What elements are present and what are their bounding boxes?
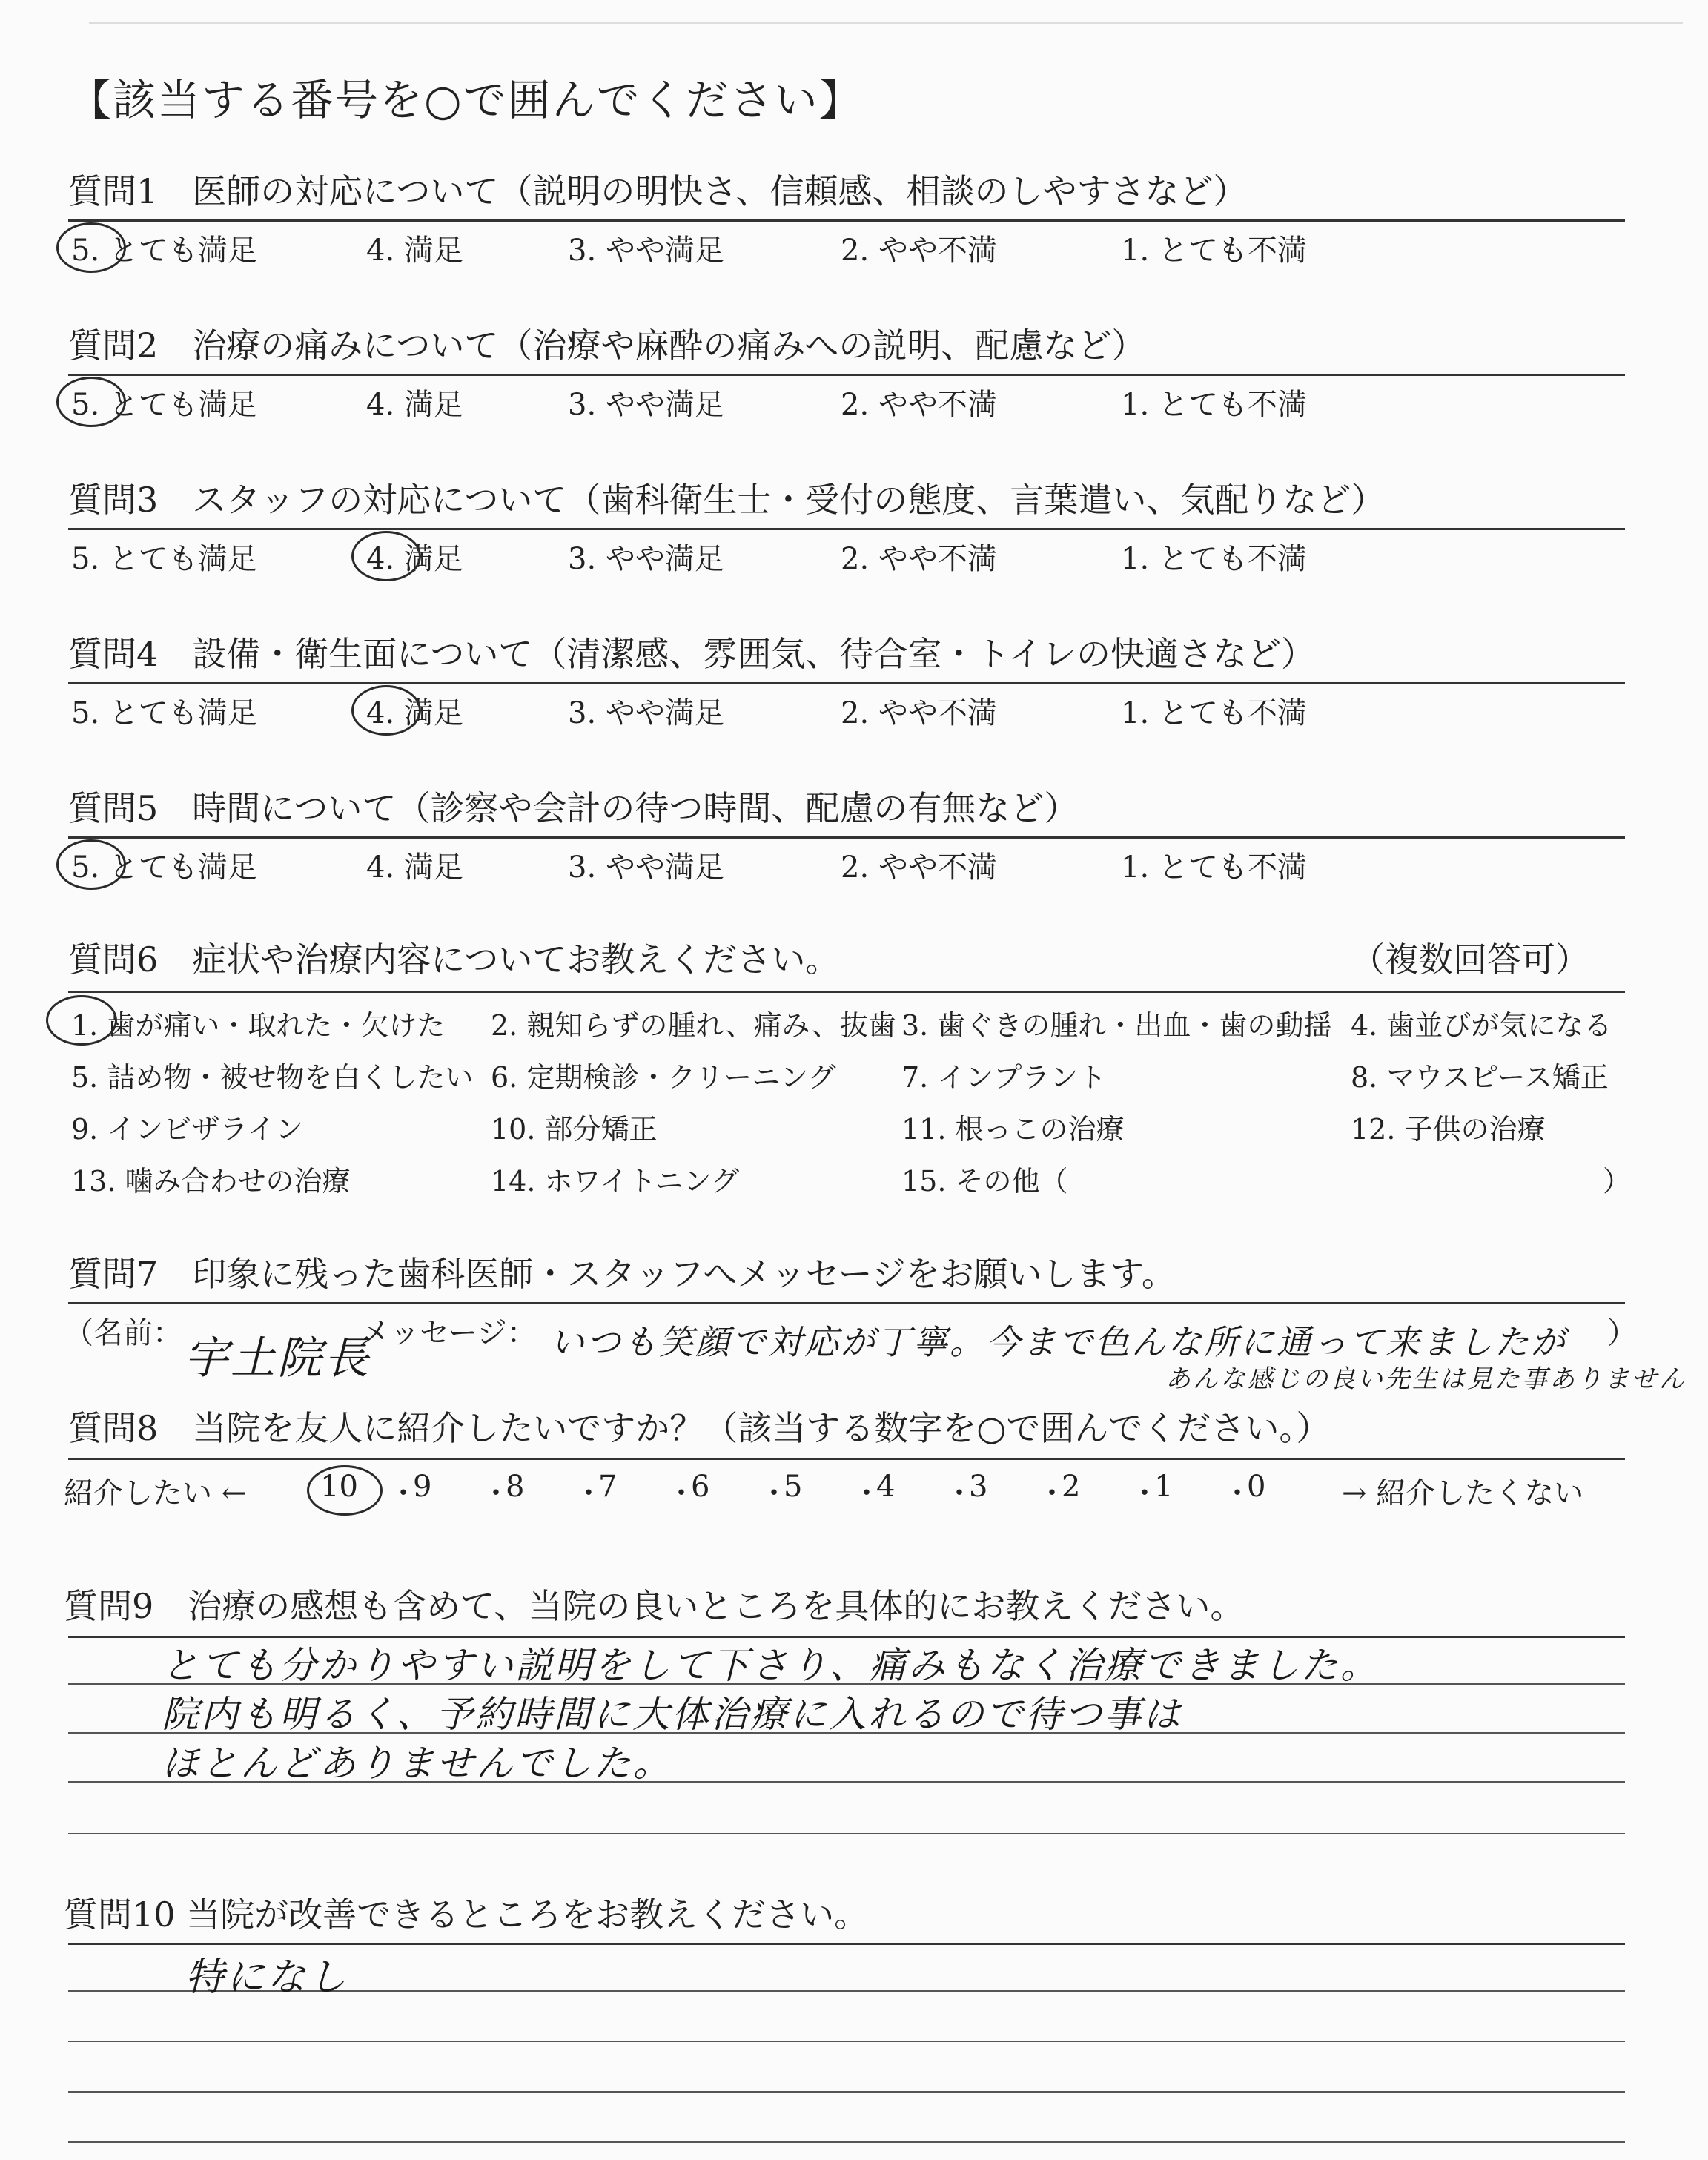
q5-option-5: 5. とても満足 <box>71 851 257 885</box>
q8-scale-10: 10 <box>320 1470 358 1504</box>
q2-option-4: 4. 満足 <box>366 388 463 422</box>
q6-item-14: 14. ホワイトニング <box>491 1165 740 1198</box>
q8-left-label: 紹介したい ← <box>64 1476 247 1510</box>
q8-scale-0: 0 <box>1247 1470 1266 1504</box>
q8-separator: ・ <box>1130 1476 1159 1510</box>
top-border <box>89 22 1683 24</box>
q6-item-1: 1. 歯が痛い・取れた・欠けた <box>71 1009 446 1042</box>
q1-option-1: 1. とても不満 <box>1121 234 1307 268</box>
q5-rule <box>68 836 1625 839</box>
q4-option-1: 1. とても不満 <box>1121 696 1307 730</box>
q7-title: 質問7 印象に残った歯科医師・スタッフへメッセージをお願いします。 <box>68 1254 1176 1294</box>
q8-separator: ・ <box>388 1476 418 1510</box>
q8-right-label: → 紹介したくない <box>1342 1476 1584 1510</box>
q8-separator: ・ <box>481 1476 511 1510</box>
q8-scale-7: 7 <box>598 1470 618 1504</box>
q8-scale-9: 9 <box>413 1470 432 1504</box>
q6-item-9: 9. インビザライン <box>71 1113 304 1146</box>
q7-name-value: 宇土院長 <box>184 1332 371 1384</box>
q8-separator: ・ <box>666 1476 696 1510</box>
q6-item-11: 11. 根っこの治療 <box>901 1113 1125 1146</box>
q2-option-2: 2. やや不満 <box>841 388 997 422</box>
q6-item-13: 13. 噛み合わせの治療 <box>71 1165 351 1198</box>
q9-text-line-1: とても分かりやすい説明をして下さり、痛みもなく治療できました。 <box>162 1644 1380 1687</box>
q8-scale-6: 6 <box>691 1470 710 1504</box>
q4-option-3: 3. やや満足 <box>568 696 724 730</box>
q5-option-3: 3. やや満足 <box>568 851 724 885</box>
q6-note: （複数回答可） <box>1351 939 1589 980</box>
q8-separator: ・ <box>944 1476 974 1510</box>
q1-selected-circle <box>56 222 126 273</box>
q4-title: 質問4 設備・衛生面について（清潔感、雰囲気、待合室・トイレの快適さなど） <box>68 634 1316 674</box>
q6-item-15: 15. その他（ <box>901 1165 1068 1198</box>
q5-selected-circle <box>56 839 126 890</box>
q1-title: 質問1 医師の対応について（説明の明快さ、信頼感、相談のしやすさなど） <box>68 171 1248 211</box>
q3-option-3: 3. やや満足 <box>568 542 724 576</box>
q6-item-12: 12. 子供の治療 <box>1351 1113 1546 1146</box>
q10-line-rule <box>68 2141 1625 2143</box>
q6-item-5: 5. 詰め物・被せ物を白くしたい <box>71 1061 474 1094</box>
q2-rule <box>68 374 1625 376</box>
q8-selected-circle <box>307 1465 383 1516</box>
q5-option-4: 4. 満足 <box>366 851 463 885</box>
q3-selected-circle <box>351 531 421 581</box>
q9-text-line-2: 院内も明るく、予約時間に大体治療に入れるので待つ事は <box>162 1693 1182 1736</box>
q6-selected-circle <box>46 995 117 1046</box>
q2-option-1: 1. とても不満 <box>1121 388 1307 422</box>
q6-item-4: 4. 歯並びが気になる <box>1351 1009 1612 1042</box>
q9-line-rule <box>68 1833 1625 1834</box>
q10-line-rule <box>68 2041 1625 2042</box>
q6-item-6: 6. 定期検診・クリーニング <box>491 1061 836 1094</box>
q8-separator: ・ <box>574 1476 603 1510</box>
q8-separator: ・ <box>759 1476 789 1510</box>
q3-option-2: 2. やや不満 <box>841 542 997 576</box>
q1-rule <box>68 219 1625 222</box>
q3-rule <box>68 528 1625 530</box>
q6-item-8: 8. マウスピース矯正 <box>1351 1061 1609 1094</box>
q3-option-1: 1. とても不満 <box>1121 542 1307 576</box>
q4-option-4: 4. 満足 <box>366 696 463 730</box>
q8-title: 質問8 当院を友人に紹介したいですか？（該当する数字を○で囲んでください。） <box>68 1408 1331 1448</box>
q2-title: 質問2 治療の痛みについて（治療や麻酔の痛みへの説明、配慮など） <box>68 326 1146 366</box>
q8-separator: ・ <box>1222 1476 1252 1510</box>
q8-rule <box>68 1458 1625 1460</box>
q6-item-16: ） <box>1603 1165 1632 1198</box>
q9-text-line-3: ほとんどありませんでした。 <box>162 1742 672 1785</box>
q8-scale-5: 5 <box>784 1470 803 1504</box>
q5-option-2: 2. やや不満 <box>841 851 997 885</box>
q8-scale-3: 3 <box>969 1470 988 1504</box>
q8-scale-1: 1 <box>1154 1470 1174 1504</box>
q8-scale-4: 4 <box>876 1470 896 1504</box>
q7-close: ） <box>1607 1316 1637 1350</box>
q10-rule <box>68 1943 1625 1945</box>
q8-scale-2: 2 <box>1062 1470 1081 1504</box>
q10-text-line-1: 特になし <box>185 1955 349 2000</box>
q6-item-3: 3. 歯ぐきの腫れ・出血・歯の動揺 <box>901 1009 1332 1042</box>
q4-selected-circle <box>351 685 421 736</box>
q10-line-rule <box>68 2091 1625 2093</box>
q4-option-2: 2. やや不満 <box>841 696 997 730</box>
q8-separator: ・ <box>1037 1476 1067 1510</box>
q1-option-4: 4. 満足 <box>366 234 463 268</box>
page-header: 【該当する番号を○で囲んでください】 <box>68 75 864 125</box>
q5-title: 質問5 時間について（診察や会計の待つ時間、配慮の有無など） <box>68 788 1079 828</box>
q6-item-10: 10. 部分矯正 <box>491 1113 658 1146</box>
q4-option-5: 5. とても満足 <box>71 696 257 730</box>
q10-title: 質問10 当院が改善できるところをお教えください。 <box>64 1895 869 1935</box>
q2-option-3: 3. やや満足 <box>568 388 724 422</box>
q5-option-1: 1. とても不満 <box>1121 851 1307 885</box>
q1-option-2: 2. やや不満 <box>841 234 997 268</box>
q8-separator: ・ <box>852 1476 881 1510</box>
q1-option-3: 3. やや満足 <box>568 234 724 268</box>
q7-name-label: （名前： <box>64 1316 182 1350</box>
q7-message-label: メッセージ： <box>360 1316 537 1350</box>
q2-selected-circle <box>56 377 126 427</box>
q6-title: 質問6 症状や治療内容についてお教えください。 <box>68 939 840 980</box>
q6-item-7: 7. インプラント <box>901 1061 1107 1094</box>
q2-option-5: 5. とても満足 <box>71 388 257 422</box>
q7-message-line1: いつも笑顔で対応が丁寧。今まで色んな所に通って来ましたが <box>550 1322 1567 1362</box>
q4-rule <box>68 682 1625 684</box>
q7-message-line2: あんな感じの良い先生は見た事ありません <box>1165 1364 1687 1394</box>
q3-option-5: 5. とても満足 <box>71 542 257 576</box>
q7-rule <box>68 1302 1625 1304</box>
q6-rule <box>68 991 1625 993</box>
q6-item-2: 2. 親知らずの腫れ、痛み、抜歯 <box>491 1009 896 1042</box>
q9-title: 質問9 治療の感想も含めて、当院の良いところを具体的にお教えください。 <box>64 1586 1245 1626</box>
q3-title: 質問3 スタッフの対応について（歯科衛生士・受付の態度、言葉遣い、気配りなど） <box>68 480 1386 520</box>
q8-scale-8: 8 <box>506 1470 525 1504</box>
q1-option-5: 5. とても満足 <box>71 234 257 268</box>
q3-option-4: 4. 満足 <box>366 542 463 576</box>
